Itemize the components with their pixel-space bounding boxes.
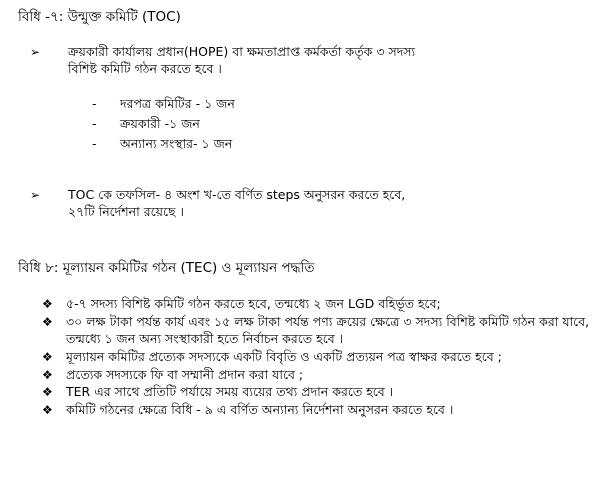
- toc-formation-line1: ক্রয়কারী কার্যালয় প্রধান(HOPE) বা ক্ষমতাপ্রাপ্ত কর্মকর্তা কর্তৃক ৩ সদস্য: [68, 44, 416, 59]
- toc-steps-line1: TOC কে তফসিল- ৪ অংশ খ-তে বর্ণিত steps অনুসরন করতে হবে,: [68, 187, 406, 202]
- member-text: দরপত্র কমিটির - ১ জন: [120, 96, 235, 111]
- list-item: [42, 349, 594, 366]
- toc-formation-line2: বিশিষ্ট কমিটি গঠন করতে হবে ।: [68, 60, 222, 76]
- list-item: [42, 296, 594, 313]
- list-item: [92, 116, 235, 136]
- diamond-bullet-icon: ❖: [42, 297, 53, 311]
- list-item: [42, 367, 594, 384]
- list-item: [42, 402, 594, 419]
- diamond-bullet-icon: ❖: [42, 403, 53, 418]
- toc-formation-item: [30, 44, 590, 78]
- list-item: [42, 384, 594, 401]
- section-heading-toc: বিধি -৭: উন্মুক্ত কমিটি (TOC): [18, 9, 181, 25]
- tec-rules-list: [42, 296, 594, 420]
- list-item: [92, 96, 235, 116]
- rule-text: মূল্যায়ন কমিটির প্রত্যেক সদস্যকে একটি বিবৃতি ও একটি প্রত্যয়ন পত্র স্বাক্ষর করতে হবে ;: [66, 348, 502, 364]
- diamond-bullet-icon: ❖: [42, 367, 53, 382]
- diamond-bullet-icon: ❖: [42, 349, 53, 364]
- dash-bullet-icon: -: [92, 116, 97, 131]
- arrow-bullet-icon: ➢: [30, 45, 41, 59]
- dash-bullet-icon: -: [92, 136, 97, 151]
- rule-text: ৩০ লক্ষ টাকা পর্যন্ত কার্য এবং ১৫ লক্ষ টাকা পর্যন্ত পণ্য ক্রয়ের ক্ষেত্রে ৩ সদস্য বিশিষ্ট কমিটি গঠন করা যাবে, তন্মধ্যে ১ জন অন্য সংস্থাকারী হতে নির্বাচন করতে হবে ।: [66, 313, 590, 346]
- diamond-bullet-icon: ❖: [42, 314, 53, 329]
- rule-text: ৫-৭ সদস্য বিশিষ্ট কমিটি গঠন করতে হবে, তন্মধ্যে ২ জন LGD বহির্ভূত হবে;: [66, 296, 441, 311]
- dash-bullet-icon: -: [92, 96, 97, 111]
- rule-text: TER এর সাথে প্রতিটি পর্যায়ে সময় ব্যয়ের তথ্য প্রদান করতে হবে ।: [66, 384, 394, 400]
- toc-steps-line2: ২৭টি নির্দেশনা রয়েছে ।: [68, 203, 185, 219]
- arrow-bullet-icon: ➢: [30, 188, 41, 202]
- toc-members-list: [92, 96, 235, 156]
- rule-text: কমিটি গঠনের ক্ষেত্রে বিধি - ৯ এ বর্ণিত অন্যান্য নির্দেশনা অনুসরন করতে হবে ।: [66, 402, 454, 418]
- section-heading-tec: বিধি ৮: মূল্যায়ন কমিটির গঠন (TEC) ও মূল্যায়ন পদ্ধতি: [18, 260, 315, 276]
- list-item: [42, 314, 594, 348]
- list-item: [92, 136, 235, 156]
- rule-text: প্রত্যেক সদস্যকে ফি বা সম্মানী প্রদান করা যাবে ;: [66, 366, 304, 382]
- toc-steps-item: [30, 187, 590, 221]
- member-text: ক্রয়কারী -১ জন: [120, 116, 200, 131]
- diamond-bullet-icon: ❖: [42, 385, 53, 400]
- member-text: অন্যান্য সংস্থার- ১ জন: [120, 136, 233, 151]
